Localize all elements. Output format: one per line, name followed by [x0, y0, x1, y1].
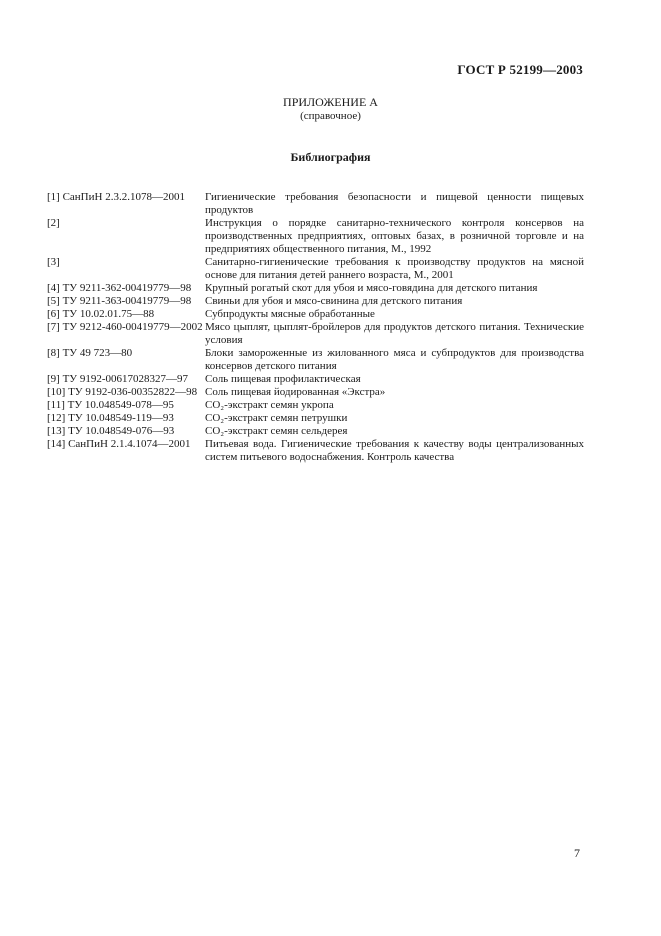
- entry-description: Соль пищевая йодированная «Экстра»: [205, 386, 386, 398]
- entry-description: Мясо цыплят, цыплят-бройлеров для продуктов детского питания. Технические условия: [205, 321, 584, 346]
- bibliography-entry: [47, 256, 584, 282]
- bibliography-entry: [47, 412, 584, 425]
- entry-description: Инструкция о порядке санитарно-технического контроля консервов на производственных предприятиях, оптовых базах, в розничной торговле и на предприятиях общественного питания, М., 1992: [205, 217, 584, 255]
- bibliography-entry: [47, 373, 584, 386]
- bibliography-title: Библиография: [290, 150, 371, 164]
- entry-description: Санитарно-гигиенические требования к производству продуктов на мясной основе для питания детей раннего возраста, М., 2001: [205, 256, 584, 281]
- bibliography-entry: [47, 386, 584, 399]
- entry-reference: [13] ТУ 10.048549-076—93: [47, 425, 175, 437]
- entry-reference: [10] ТУ 9192-036-00352822—98: [47, 386, 198, 398]
- bibliography-entry: [47, 399, 584, 412]
- entry-description: Крупный рогатый скот для убоя и мясо-говядина для детского питания: [205, 282, 538, 294]
- entry-description: Субпродукты мясные обработанные: [205, 308, 375, 320]
- bibliography-entry: [47, 191, 584, 217]
- bibliography-entry: [47, 308, 584, 321]
- bibliography-entry: [47, 438, 584, 464]
- entry-description: Соль пищевая профилактическая: [205, 373, 361, 385]
- entry-reference: [3]: [47, 256, 60, 268]
- bibliography-entry: [47, 217, 584, 256]
- entry-description: CO₂-экстракт семян сельдерея: [205, 425, 348, 437]
- bibliography-entry: [47, 321, 584, 347]
- entry-reference: [4] ТУ 9211-362-00419779—98: [47, 282, 192, 294]
- entry-reference: [5] ТУ 9211-363-00419779—98: [47, 295, 192, 307]
- appendix-heading: [0, 95, 661, 123]
- bibliography-entry: [47, 425, 584, 438]
- entry-description: CO₂-экстракт семян петрушки: [205, 412, 348, 424]
- page-number: 7: [574, 846, 580, 860]
- entry-reference: [14] СанПиН 2.1.4.1074—2001: [47, 438, 191, 450]
- entry-reference: [11] ТУ 10.048549-078—95: [47, 399, 174, 411]
- bibliography-entry: [47, 282, 584, 295]
- entry-description: Свиньи для убоя и мясо-свинина для детского питания: [205, 295, 463, 307]
- entry-description: Блоки замороженные из жилованного мяса и субпродуктов для производства консервов детского питания: [205, 347, 584, 372]
- appendix-title: ПРИЛОЖЕНИЕ А: [283, 95, 378, 109]
- document-code: ГОСТ Р 52199—2003: [457, 62, 583, 77]
- entry-reference: [2]: [47, 217, 60, 229]
- bibliography-entry: [47, 295, 584, 308]
- entry-description: Питьевая вода. Гигиенические требования к качеству воды централизованных систем питьевого водоснабжения. Контроль качества: [205, 438, 584, 463]
- entry-reference: [8] ТУ 49 723—80: [47, 347, 133, 359]
- entry-description: Гигиенические требования безопасности и пищевой ценности пищевых продуктов: [205, 191, 584, 216]
- entry-reference: [1] СанПиН 2.3.2.1078—2001: [47, 191, 185, 203]
- bibliography-list: [47, 191, 584, 464]
- entry-reference: [12] ТУ 10.048549-119—93: [47, 412, 174, 424]
- entry-description: CO₂-экстракт семян укропа: [205, 399, 334, 411]
- entry-reference: [7] ТУ 9212-460-00419779—2002: [47, 321, 203, 333]
- bibliography-entry: [47, 347, 584, 373]
- appendix-subtitle: (справочное): [300, 110, 361, 122]
- entry-reference: [9] ТУ 9192-00617028327—97: [47, 373, 188, 385]
- entry-reference: [6] ТУ 10.02.01.75—88: [47, 308, 155, 320]
